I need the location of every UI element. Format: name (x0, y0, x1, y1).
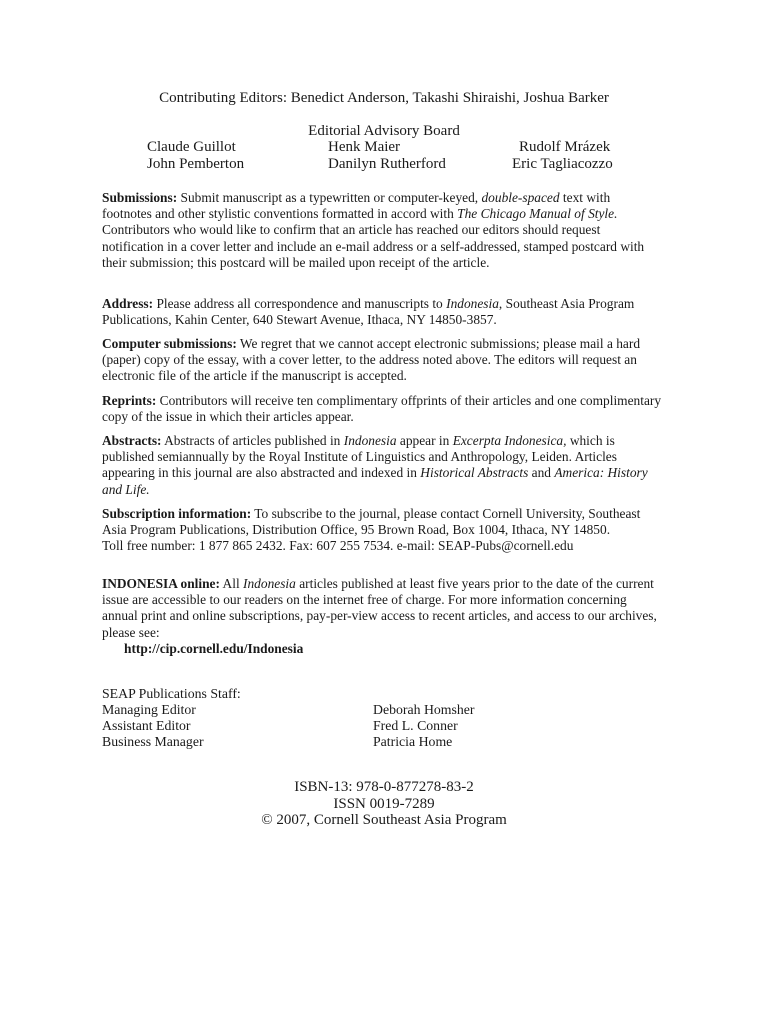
text-italic: Excerpta Indonesica, (452, 433, 567, 448)
staff-names (373, 702, 475, 750)
staff-role: Assistant Editor (102, 718, 191, 733)
text: Please address all correspondence and manuscripts to (153, 296, 447, 311)
text: text with footnotes and other stylistic conventions formatted in accord with (102, 190, 611, 222)
text: which is published semiannually by the Royal Institute of Linguistics and Anthropology, Leiden. Articles appearing in this journal are also abstracted and indexed in (102, 433, 617, 481)
abstracts-heading: Abstracts: (102, 433, 162, 448)
computer-submissions-heading: Computer submissions: (102, 336, 237, 351)
advisory-member: Eric Tagliacozzo (512, 156, 613, 172)
staff-role: Managing Editor (102, 702, 196, 717)
text-italic: Indonesia (243, 576, 296, 591)
text-italic: Historical Abstracts (420, 465, 529, 481)
text: Contributors who would like to confirm that an article has reached our editors should request notification in a cover letter and include an e-mail address or a self-addressed, stamped postcard with their submission; this postcard will be mailed upon receipt of the article. (102, 222, 645, 270)
text: articles published at least five years prior to the date of the current issue are accessible to our readers on the internet free of charge. For more information concerning annual print and online subscriptions, pay-per-view access to recent articles, and access to our archives, please see: (102, 576, 657, 640)
text: To subscribe to the journal, please contact Cornell University, Southeast Asia Program Publications, Distribution Office, 95 Brown Road, Box 1004, Ithaca, NY 14850. (102, 506, 641, 538)
text: All (219, 576, 244, 591)
computer-submissions-paragraph (102, 336, 662, 385)
text: , Southeast Asia Program Publications, Kahin Center, 640 Stewart Avenue, Ithaca, NY 14850-3857. (102, 296, 635, 328)
address-heading: Address: (102, 296, 154, 311)
online-paragraph (102, 576, 662, 657)
text-italic: double-spaced (481, 190, 560, 205)
staff-name: Deborah Homsher (373, 702, 475, 717)
staff-name: Patricia Home (373, 734, 453, 749)
text-italic: Indonesia (446, 296, 499, 311)
text: and (528, 465, 555, 481)
advisory-member: Rudolf Mrázek (519, 139, 611, 155)
text: Contributors will receive ten complimentary offprints of their articles and one complimentary copy of the issue in which their articles appear. (102, 393, 662, 425)
contributing-editors: Contributing Editors: Benedict Anderson, Takashi Shiraishi, Joshua Barker (159, 90, 609, 106)
text: We regret that we cannot accept electronic submissions; please mail a hard (paper) copy of the essay, with a cover letter, to the address noted above. The editors will request an electronic file of the article if the manuscript is accepted. (102, 336, 641, 384)
reprints-heading: Reprints: (102, 393, 157, 408)
abstracts-paragraph (102, 433, 662, 498)
staff-heading: SEAP Publications Staff: (102, 686, 241, 701)
subscription-paragraph (102, 506, 662, 555)
text: Abstracts of articles published in (161, 433, 344, 448)
isbn: ISBN-13: 978-0-877278-83-2 (294, 779, 474, 795)
submissions-paragraph (102, 190, 662, 271)
text: appear in (396, 433, 453, 448)
advisory-member: John Pemberton (147, 156, 245, 172)
text-italic: Indonesia (343, 433, 397, 448)
archive-link[interactable]: http://cip.cornell.edu/Indonesia (124, 640, 304, 656)
submissions-heading: Submissions: (102, 190, 178, 205)
reprints-paragraph (102, 393, 662, 425)
advisory-member: Danilyn Rutherford (328, 156, 446, 172)
contact-line: Toll free number: 1 877 865 2432. Fax: 607 255 7534. e-mail: SEAP-Pubs@cornell.edu (102, 538, 574, 554)
staff-name: Fred L. Conner (373, 718, 458, 733)
staff-roles (102, 702, 204, 750)
staff-role: Business Manager (102, 734, 204, 749)
advisory-board-title: Editorial Advisory Board (308, 123, 460, 139)
issn: ISSN 0019-7289 (333, 796, 435, 812)
text-italic: The Chicago Manual of Style. (457, 206, 618, 222)
advisory-member: Henk Maier (328, 139, 401, 155)
online-heading: INDONESIA online: (102, 576, 220, 591)
subscription-heading: Subscription information: (102, 506, 252, 521)
copyright: © 2007, Cornell Southeast Asia Program (261, 812, 507, 828)
address-paragraph (102, 296, 662, 328)
advisory-member: Claude Guillot (147, 139, 236, 155)
text: Submit manuscript as a typewritten or computer-keyed, (177, 190, 482, 205)
text-italic: America: History and Life. (102, 465, 648, 497)
